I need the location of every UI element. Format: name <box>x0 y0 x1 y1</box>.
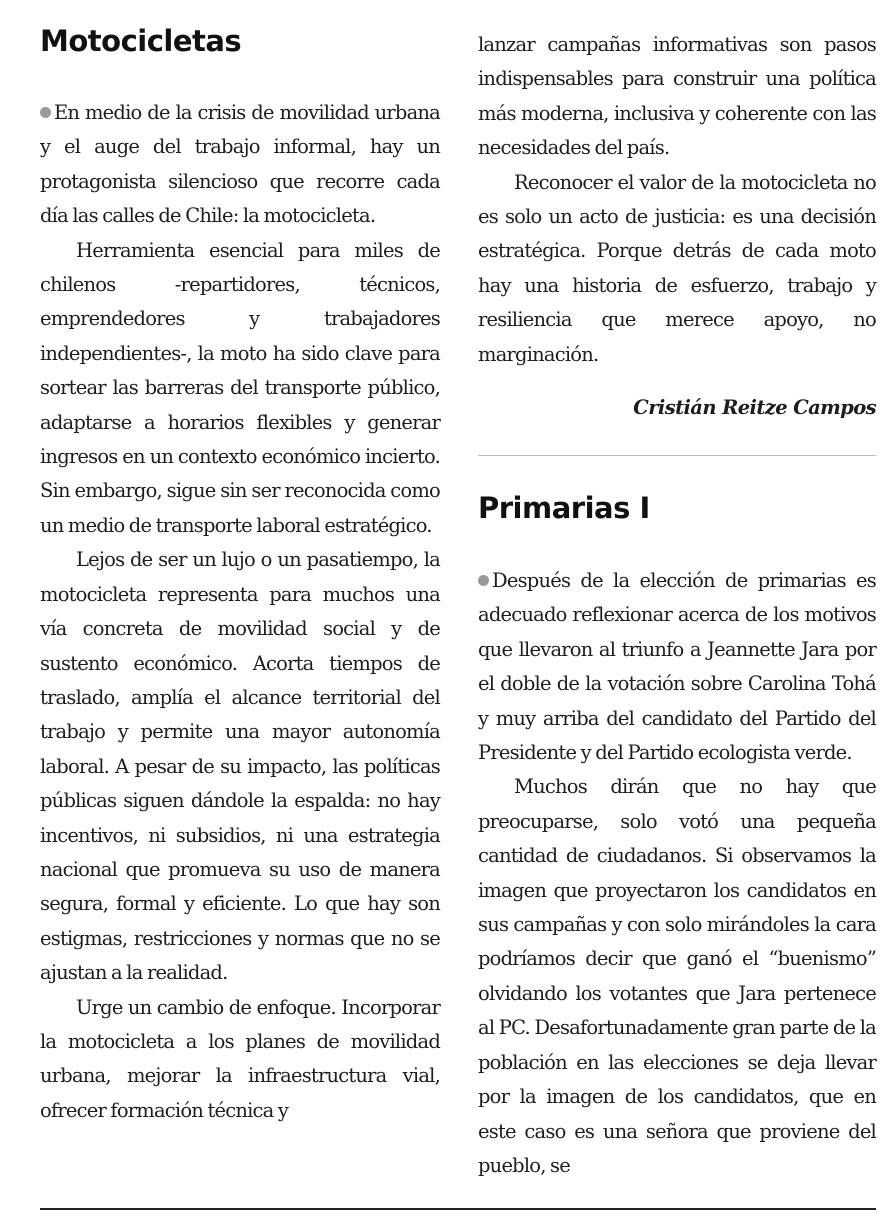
primarias-paragraph-1: Después de la elección de primarias es adecuado reflexionar acerca de los motivos que llevaron al triunfo a Jeannette Jara por el doble de la votación sobre Carolina Tohá y muy arriba del candidato del Partido del Presidente y del Partido ecologista verde. <box>478 569 876 765</box>
bottom-rule <box>40 1208 876 1210</box>
article-body-primarias <box>478 564 876 1183</box>
paragraph-3: Lejos de ser un lujo o un pasatiempo, la motocicleta representa para muchos una vía concreta de movilidad social y de sustento económico. Acorta tiempos de traslado, amplía el alcance territorial del trabajo y permite una mayor autonomía laboral. A pesar de su impacto, las políticas públicas siguen dándole la espalda: no hay incentivos, ni subsidios, ni una estrategia nacional que promueva su uso de manera segura, formal y eficiente. Lo que hay son estigmas, restricciones y normas que no se ajustan a la realidad. <box>40 548 440 985</box>
bullet-icon <box>478 575 489 586</box>
author-signature: Cristián Reitze Campos <box>633 396 876 419</box>
article-body-motocicletas <box>40 96 440 1128</box>
article-heading-motocicletas: Motocicletas <box>40 24 242 58</box>
paragraph-2: Herramienta esencial para miles de chilenos -repartidores, técnicos, emprendedores y trabajadores independientes-, la moto ha sido clave para sortear las barreras del transporte público, adaptarse a horarios flexibles y generar ingresos en un contexto económico incierto. Sin embargo, sigue sin ser reconocida como un medio de transporte laboral estratégico. <box>40 238 440 537</box>
bullet-icon <box>40 107 51 118</box>
continuation-paragraph-1: lanzar campañas informativas son pasos indispensables para construir una política más moderna, inclusiva y coherente con las necesidades del país. <box>478 33 876 160</box>
section-divider <box>478 455 876 456</box>
article-heading-primarias: Primarias I <box>478 491 650 525</box>
article-body-continuation <box>478 28 876 372</box>
primarias-paragraph-2: Muchos dirán que no hay que preocuparse, solo votó una pequeña cantidad de ciudadanos. Si observamos la imagen que proyectaron los candidatos en sus campañas y con solo mirándoles la cara podríamos decir que ganó el “buenismo” olvidando los votantes que Jara pertenece al PC. Desafortunadamente gran parte de la población en las elecciones se deja llevar por la imagen de los candidatos, que en este caso es una señora que proviene del pueblo, se <box>478 775 876 1177</box>
paragraph-4: Urge un cambio de enfoque. Incorporar la motocicleta a los planes de movilidad urbana, mejorar la infraestructura vial, ofrecer formación técnica y <box>40 995 440 1122</box>
paragraph-1: En medio de la crisis de movilidad urbana y el auge del trabajo informal, hay un protagonista silencioso que recorre cada día las calles de Chile: la motocicleta. <box>40 101 440 228</box>
continuation-paragraph-2: Reconocer el valor de la motocicleta no es solo un acto de justicia: es una decisión estratégica. Porque detrás de cada moto hay una historia de esfuerzo, trabajo y resiliencia que merece apoyo, no marginación. <box>478 170 876 366</box>
